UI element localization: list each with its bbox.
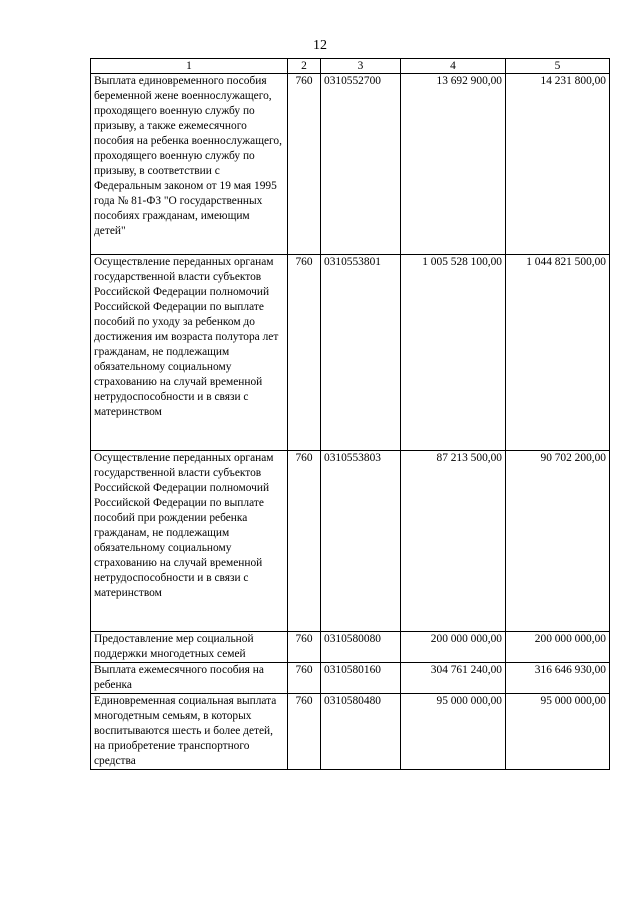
row-ministry-code: 760 [288,632,321,663]
budget-table [90,58,610,770]
row-ministry-code: 760 [288,255,321,451]
column-header-4: 4 [401,59,506,74]
row-ministry-code: 760 [288,663,321,694]
row-name: Осуществление переданных органам государственной власти субъектов Российской Федерации полномочий Российской Федерации по выплате пособий по уходу за ребенком до достижения им возраста полутора лет гражданам, не подлежащим обязательному социальному страхованию на случай временной нетрудоспособности и в связи с материнством [91,255,288,451]
row-amount-year-1: 13 692 900,00 [401,74,506,255]
row-amount-year-2: 95 000 000,00 [506,694,610,770]
table-row [91,694,610,770]
table-body [91,74,610,770]
row-amount-year-2: 90 702 200,00 [506,451,610,632]
row-ministry-code: 760 [288,74,321,255]
table-row [91,74,610,255]
column-header-5: 5 [506,59,610,74]
row-name: Единовременная социальная выплата многодетным семьям, в которых воспитываются шесть и более детей, на приобретение транспортного средства [91,694,288,770]
row-amount-year-2: 14 231 800,00 [506,74,610,255]
row-target-code: 0310552700 [321,74,401,255]
row-amount-year-2: 1 044 821 500,00 [506,255,610,451]
column-header-2: 2 [288,59,321,74]
row-amount-year-1: 87 213 500,00 [401,451,506,632]
column-header-1: 1 [91,59,288,74]
table-row [91,663,610,694]
row-target-code: 0310580480 [321,694,401,770]
table-row [91,632,610,663]
row-ministry-code: 760 [288,694,321,770]
row-amount-year-1: 200 000 000,00 [401,632,506,663]
row-ministry-code: 760 [288,451,321,632]
table-header [91,59,610,74]
row-amount-year-1: 304 761 240,00 [401,663,506,694]
header-row [91,59,610,74]
row-name: Осуществление переданных органам государственной власти субъектов Российской Федерации полномочий Российской Федерации по выплате пособий при рождении ребенка гражданам, не подлежащим обязательному социальному страхованию на случай временной нетрудоспособности и в связи с материнством [91,451,288,632]
row-amount-year-1: 95 000 000,00 [401,694,506,770]
row-target-code: 0310553803 [321,451,401,632]
row-target-code: 0310553801 [321,255,401,451]
row-name: Выплата единовременного пособия беременной жене военнослужащего, проходящего военную службу по призыву, а также ежемесячного пособия на ребенка военнослужащего, проходящего военную службу по призыву, в соответствии с Федеральным законом от 19 мая 1995 года № 81-ФЗ "О государственных пособиях гражданам, имеющим детей" [91,74,288,255]
row-target-code: 0310580160 [321,663,401,694]
page-number: 12 [313,38,327,53]
table-row [91,451,610,632]
row-amount-year-2: 316 646 930,00 [506,663,610,694]
row-amount-year-1: 1 005 528 100,00 [401,255,506,451]
table-row [91,255,610,451]
column-header-3: 3 [321,59,401,74]
row-amount-year-2: 200 000 000,00 [506,632,610,663]
row-name: Выплата ежемесячного пособия на ребенка [91,663,288,694]
row-target-code: 0310580080 [321,632,401,663]
row-name: Предоставление мер социальной поддержки многодетных семей [91,632,288,663]
